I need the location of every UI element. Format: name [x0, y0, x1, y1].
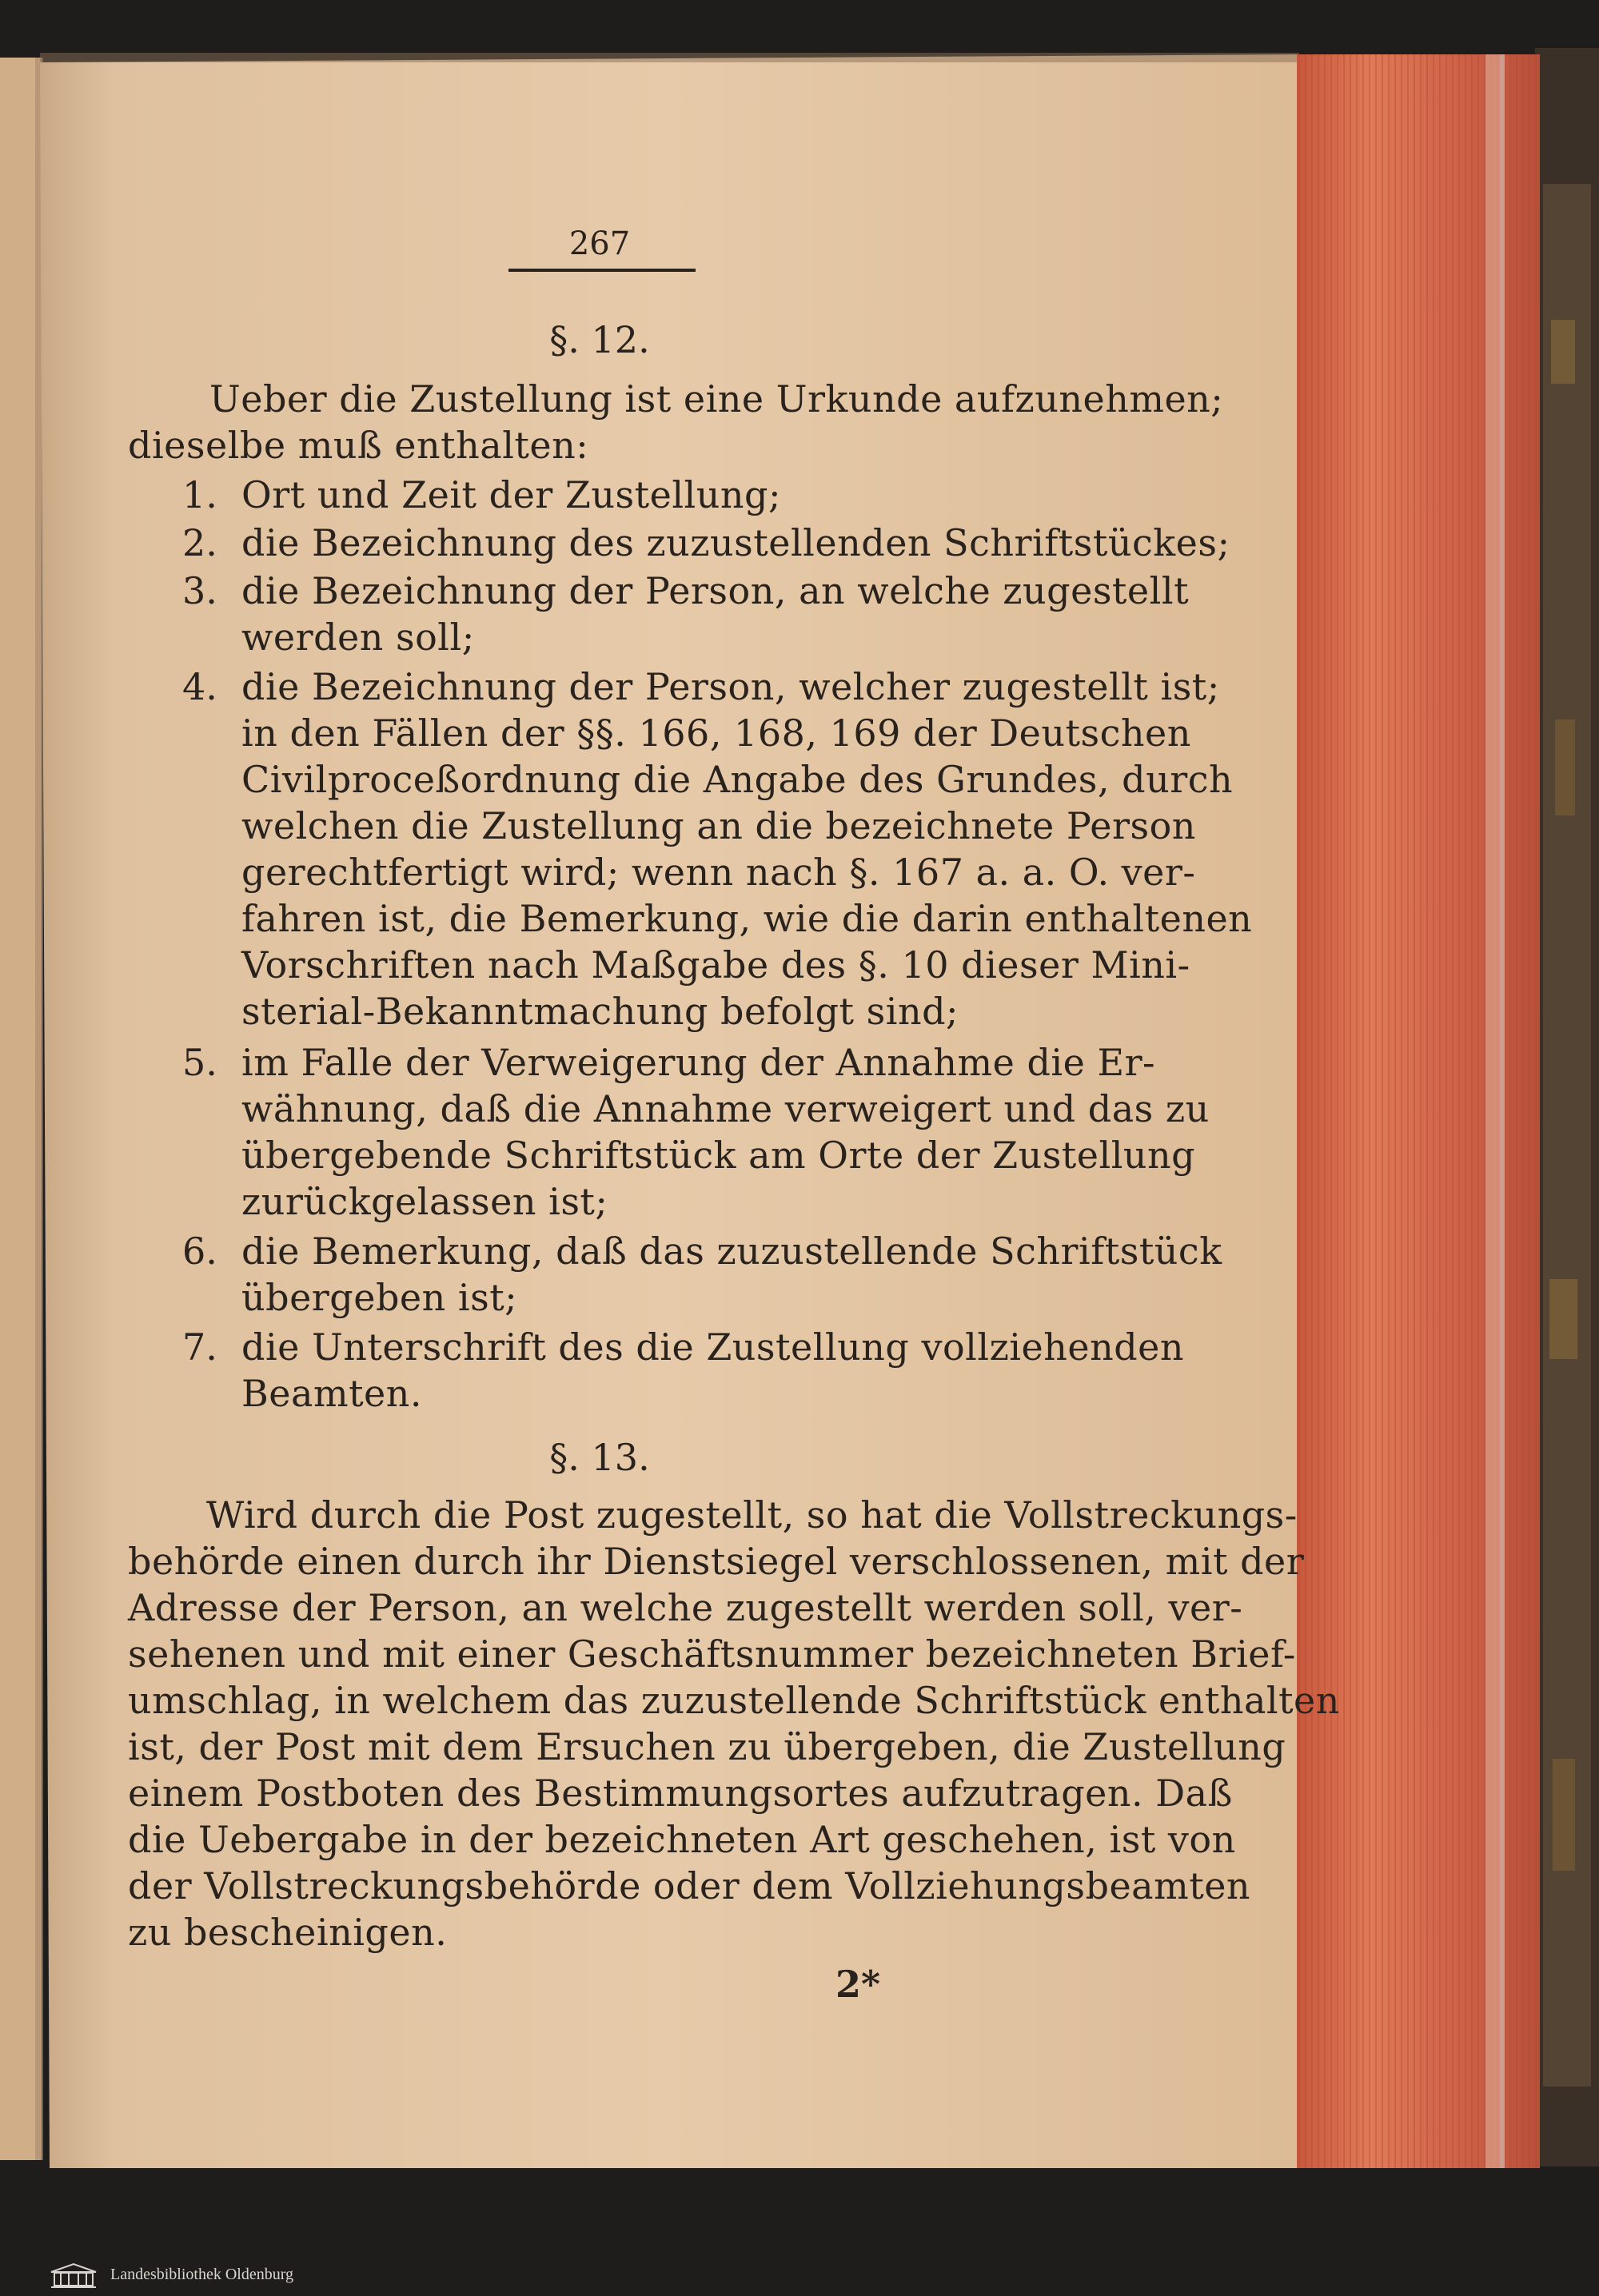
- list-item-line: Vorschriften nach Maßgabe des §. 10 dieser Mini-: [241, 943, 1190, 987]
- signature-mark: 2*: [835, 1963, 881, 2006]
- list-item-line: Civilproceßordnung die Angabe des Grundes, durch: [241, 758, 1234, 801]
- text-line: sehenen und mit einer Geschäftsnummer bezeichneten Brief-: [128, 1632, 1296, 1676]
- list-number: 1.: [182, 473, 217, 516]
- list-number: 5.: [182, 1041, 217, 1084]
- list-item-line: wähnung, daß die Annahme verweigert und das zu: [241, 1087, 1210, 1130]
- header-rule: [508, 269, 696, 272]
- library-name: Landesbibliothek Oldenburg: [110, 2266, 294, 2283]
- section-heading-13: §. 13.: [549, 1436, 650, 1479]
- list-item-line: welchen die Zustellung an die bezeichnete Person: [241, 804, 1196, 847]
- text-line: die Uebergabe in der bezeichneten Art geschehen, ist von: [128, 1818, 1236, 1861]
- text-line: zu bescheinigen.: [128, 1911, 448, 1954]
- text-line: Ueber die Zustellung ist eine Urkunde aufzunehmen;: [209, 377, 1224, 421]
- list-item-line: in den Fällen der §§. 166, 168, 169 der Deutschen: [241, 712, 1191, 755]
- text-line: umschlag, in welchem das zuzustellende Schriftstück enthalten: [128, 1679, 1340, 1722]
- text-line: der Vollstreckungsbehörde oder dem Vollziehungsbeamten: [128, 1864, 1251, 1907]
- footer-bar: [0, 2256, 1599, 2296]
- section-heading-12: §. 12.: [549, 318, 650, 361]
- list-item-line: Ort und Zeit der Zustellung;: [241, 473, 781, 516]
- text-line: Adresse der Person, an welche zugestellt werden soll, ver-: [128, 1586, 1243, 1629]
- list-number: 7.: [182, 1325, 217, 1369]
- list-item-line: die Bezeichnung der Person, an welche zugestellt: [241, 569, 1190, 612]
- list-item-line: die Bezeichnung der Person, welcher zugestellt ist;: [241, 665, 1220, 708]
- list-item-line: werden soll;: [241, 616, 475, 659]
- list-item-line: übergebende Schriftstück am Orte der Zustellung: [241, 1134, 1196, 1177]
- text-line: Wird durch die Post zugestellt, so hat die Vollstreckungs-: [206, 1493, 1298, 1537]
- text-line: behörde einen durch ihr Dienstsiegel verschlossenen, mit der: [128, 1540, 1305, 1583]
- list-item-line: zurückgelassen ist;: [241, 1180, 608, 1223]
- library-building-icon: [48, 2262, 99, 2290]
- list-item-line: sterial-Bekanntmachung befolgt sind;: [241, 990, 959, 1033]
- text-line: ist, der Post mit dem Ersuchen zu übergeben, die Zustellung: [128, 1725, 1286, 1768]
- text-line: dieselbe muß enthalten:: [128, 424, 589, 467]
- list-item-line: übergeben ist;: [241, 1276, 518, 1319]
- list-number: 2.: [182, 521, 217, 564]
- list-item-line: im Falle der Verweigerung der Annahme die Er-: [241, 1041, 1156, 1084]
- list-item-line: die Bemerkung, daß das zuzustellende Schriftstück: [241, 1230, 1222, 1273]
- list-number: 3.: [182, 569, 217, 612]
- list-item-line: gerechtfertigt wird; wenn nach §. 167 a. a. O. ver-: [241, 851, 1196, 894]
- list-number: 6.: [182, 1230, 217, 1273]
- list-item-line: fahren ist, die Bemerkung, wie die darin enthaltenen: [241, 897, 1253, 940]
- text-line: einem Postboten des Bestimmungsortes aufzutragen. Daß: [128, 1772, 1233, 1815]
- list-item-line: Beamten.: [241, 1372, 423, 1415]
- page-number: 267: [568, 225, 631, 262]
- list-item-line: die Unterschrift des die Zustellung vollziehenden: [241, 1325, 1185, 1369]
- list-item-line: die Bezeichnung des zuzustellenden Schriftstückes;: [241, 521, 1230, 564]
- list-number: 4.: [182, 665, 217, 708]
